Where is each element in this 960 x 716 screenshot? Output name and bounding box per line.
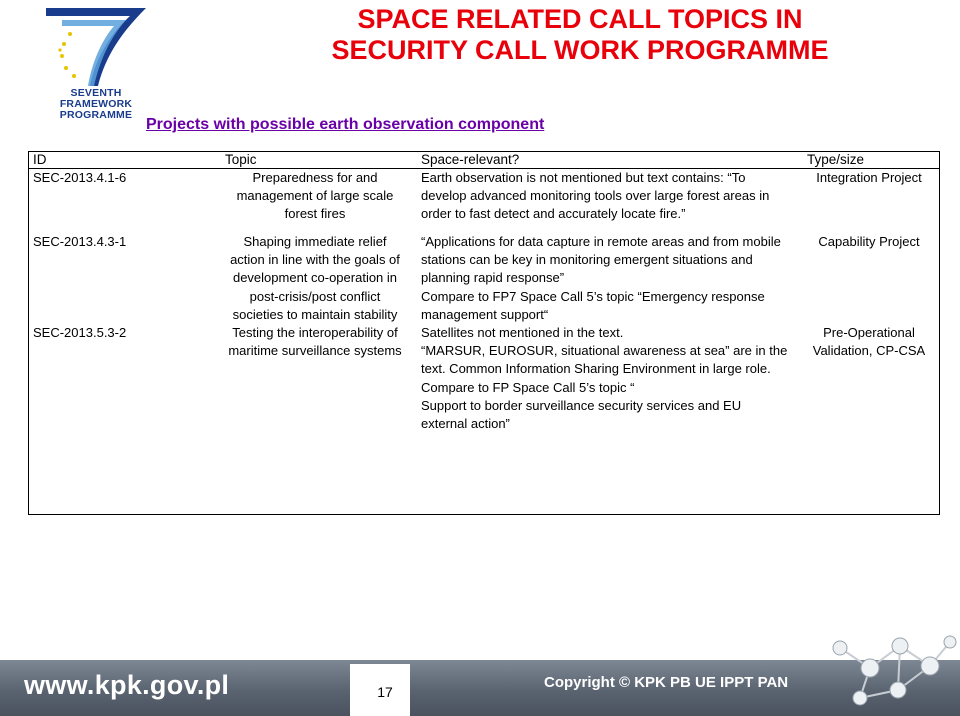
row-3-id: SEC-2013.5.3-2 <box>33 325 127 340</box>
fp7-logo <box>40 4 152 121</box>
row-3-space-line: Support to border surveillance security services and EU <box>421 397 742 413</box>
row-2-id: SEC-2013.4.3-1 <box>33 234 127 249</box>
section-subtitle: Projects with possible earth observation component <box>146 116 545 133</box>
row-2-type: Capability Project <box>818 234 920 249</box>
row-3-topic-line: maritime surveillance systems <box>228 343 402 359</box>
row-2-topic-line: Shaping immediate relief <box>243 234 387 249</box>
page-number: 17 <box>377 684 393 700</box>
row-3-topic <box>215 324 415 360</box>
title-line-2: SECURITY CALL WORK PROGRAMME <box>331 35 829 65</box>
row-2-space-line: management support“ <box>421 306 549 322</box>
row-3-space <box>421 324 811 433</box>
row-3-type <box>799 324 939 360</box>
header-space-relevant: Space-relevant? <box>421 152 520 167</box>
row-3-type-line: Validation, CP-CSA <box>812 343 926 359</box>
footer-url-link[interactable]: www.kpk.gov.pl <box>24 670 230 700</box>
page-number-box <box>350 664 410 716</box>
row-1-topic-line: management of large scale <box>236 188 394 204</box>
row-2-topic-line: development co-operation in <box>232 270 398 286</box>
call-topics-table <box>28 151 940 515</box>
header-type-size: Type/size <box>807 152 865 167</box>
row-2-space-line: Compare to FP7 Space Call 5’s topic “Emergency response <box>421 288 765 304</box>
row-2-topic <box>215 233 415 324</box>
row-1-topic-line: forest fires <box>284 206 346 222</box>
logo-line-1: SEVENTH FRAMEWORK <box>59 87 133 110</box>
row-3-type-line: Pre-Operational <box>823 325 915 340</box>
header-id: ID <box>33 152 47 167</box>
row-1-topic-line: Preparedness for and <box>252 170 378 185</box>
row-2-space-line: stations can be key in monitoring emergent situations and <box>421 252 753 268</box>
row-1-space-line: Earth observation is not mentioned but text contains: “To <box>421 170 746 185</box>
page-title <box>230 4 930 66</box>
fp7-emblem-icon <box>40 4 152 88</box>
fp7-logo-text <box>40 88 152 121</box>
row-1-type: Integration Project <box>816 170 922 185</box>
copyright-text: Copyright © KPK PB UE IPPT PAN <box>544 674 789 691</box>
row-1-id: SEC-2013.4.1-6 <box>33 170 127 185</box>
row-3-space-line: Compare to FP Space Call 5’s topic “ <box>421 379 635 395</box>
row-1-space <box>421 169 811 224</box>
row-2-space <box>421 233 811 324</box>
title-line-1: SPACE RELATED CALL TOPICS IN <box>357 4 803 34</box>
row-3-space-line: “MARSUR, EUROSUR, situational awareness at sea” are in the <box>421 343 788 359</box>
row-1-topic <box>215 169 415 224</box>
row-1-space-line: order to fast detect and accurately locate fire.” <box>421 206 686 222</box>
row-2-topic-line: societies to maintain stability <box>232 306 398 322</box>
row-2-space-line: “Applications for data capture in remote areas and from mobile <box>421 234 781 249</box>
logo-line-2: PROGRAMME <box>59 109 133 121</box>
row-3-topic-line: Testing the interoperability of <box>232 325 398 340</box>
row-3-space-line: external action” <box>421 416 510 432</box>
row-3-space-line: text. Common Information Sharing Environment in large role. <box>421 361 771 377</box>
row-3-space-line: Satellites not mentioned in the text. <box>421 325 624 340</box>
network-logo-icon <box>820 628 960 716</box>
row-2-space-line: planning rapid response” <box>421 270 565 286</box>
footer-bar <box>0 660 960 716</box>
row-2-topic-line: post-crisis/post conflict <box>249 288 381 304</box>
row-2-topic-line: action in line with the goals of <box>230 252 400 268</box>
header-topic: Topic <box>225 152 257 167</box>
row-1-space-line: develop advanced monitoring tools over large forest areas in <box>421 188 770 204</box>
